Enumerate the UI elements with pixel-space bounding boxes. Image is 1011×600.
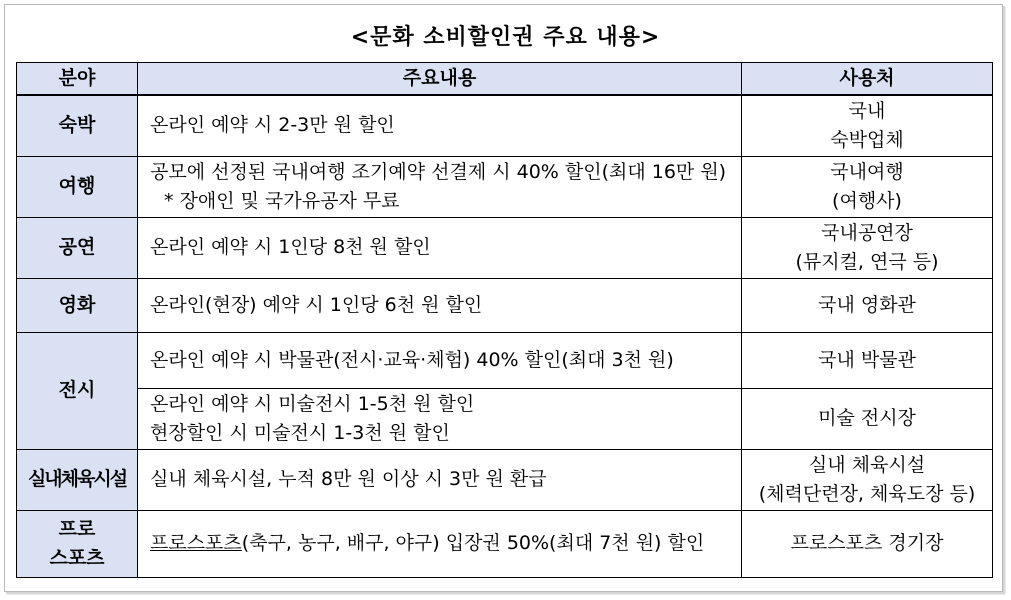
- table-row-exhibition: [17, 332, 993, 388]
- content-cell: [138, 156, 742, 217]
- category-cell: 실내체육시설: [17, 449, 138, 510]
- discount-table: [16, 62, 993, 578]
- category-line: 프로: [58, 517, 96, 540]
- category-cell: [17, 510, 138, 577]
- category-cell: 숙박: [17, 95, 138, 156]
- content-note-line: [150, 187, 741, 216]
- place-line: (뮤지컬, 연극 등): [795, 250, 939, 273]
- place-line: 국내공연장: [821, 221, 913, 244]
- category-cell: 전시: [17, 332, 138, 449]
- content-cell: 온라인 예약 시 1인당 8천 원 할인: [138, 217, 742, 278]
- place-cell: [742, 217, 993, 278]
- table-row-exhibition-art: [17, 388, 993, 449]
- content-cell: [138, 510, 742, 577]
- place-line: 국내여행: [830, 160, 904, 183]
- category-cell: 여행: [17, 156, 138, 217]
- table-row-movie: [17, 278, 993, 332]
- content-line: 온라인 예약 시 미술전시 1-5천 원 할인: [150, 392, 475, 415]
- place-cell: 미술 전시장: [742, 388, 993, 449]
- place-line: 실내 체육시설: [808, 453, 926, 476]
- category-cell: 공연: [17, 217, 138, 278]
- category-cell: 영화: [17, 278, 138, 332]
- note-text: * 장애인 및 국가유공자 무료: [164, 189, 400, 212]
- header-place: 사용처: [742, 63, 993, 96]
- table-row-travel: [17, 156, 993, 217]
- place-line: (체력단련장, 체육도장 등): [758, 482, 976, 505]
- table-row-performance: [17, 217, 993, 278]
- content-cell: 온라인 예약 시 2-3만 원 할인: [138, 95, 742, 156]
- table-row-pro-sports: [17, 510, 993, 577]
- content-cell: 온라인 예약 시 박물관(전시·교육·체험) 40% 할인(최대 3천 원): [138, 332, 742, 388]
- table-row-lodging: [17, 95, 993, 156]
- place-cell: 국내 영화관: [742, 278, 993, 332]
- underlined-term: 프로스포츠: [150, 532, 242, 554]
- place-cell: [742, 95, 993, 156]
- category-line: 스포츠: [49, 546, 105, 569]
- content-line: 현장할인 시 미술전시 1-3천 원 할인: [150, 421, 450, 444]
- place-cell: [742, 156, 993, 217]
- content-rest: (축구, 농구, 배구, 야구) 입장권 50%(최대 7천 원) 할인: [241, 532, 705, 554]
- header-category: 분야: [17, 63, 138, 96]
- header-content: 주요내용: [138, 63, 742, 96]
- place-line: 숙박업체: [830, 128, 904, 151]
- content-line: 공모에 선정된 국내여행 조기예약 선결제 시 40% 할인(최대 16만 원): [150, 160, 727, 183]
- place-cell: 국내 박물관: [742, 332, 993, 388]
- content-cell: [138, 388, 742, 449]
- place-line: (여행사): [832, 189, 902, 212]
- place-cell: 프로스포츠 경기장: [742, 510, 993, 577]
- page-title: <문화 소비할인권 주요 내용>: [350, 25, 661, 50]
- content-cell: 온라인(현장) 예약 시 1인당 6천 원 할인: [138, 278, 742, 332]
- table-header-row: [17, 63, 993, 96]
- place-line: 국내: [848, 99, 886, 122]
- table-row-sports-facility: [17, 449, 993, 510]
- place-cell: [742, 449, 993, 510]
- content-cell: 실내 체육시설, 누적 8만 원 이상 시 3만 원 환급: [138, 449, 742, 510]
